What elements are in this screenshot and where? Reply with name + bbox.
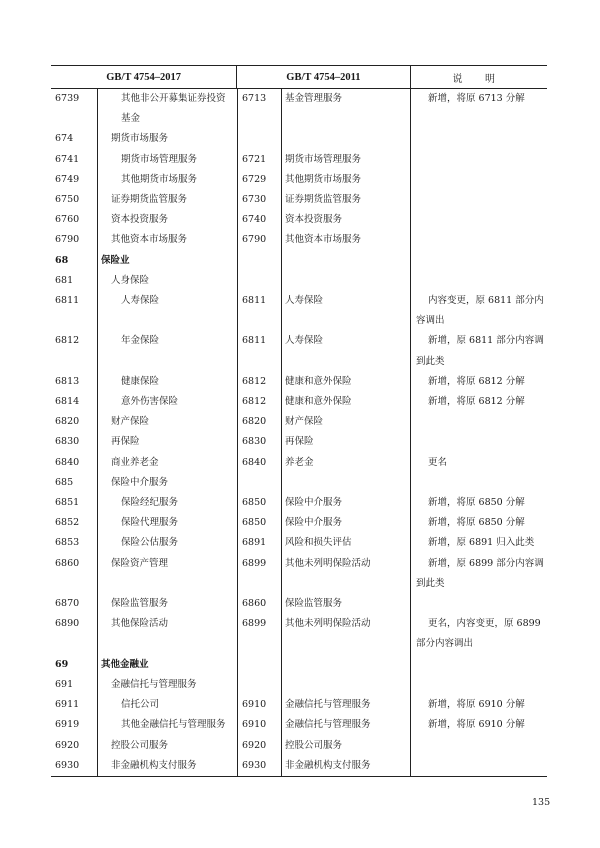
new-code-cell: 6840 — [55, 456, 80, 468]
table-row — [51, 210, 547, 230]
old-code-cell: 6850 — [242, 517, 267, 529]
note-text: 新增，将原 6910 分解 — [428, 699, 525, 711]
old-code-cell — [237, 129, 281, 149]
old-code-cell: 6891 — [242, 537, 267, 549]
note-cell — [410, 251, 547, 271]
new-name-cell: 财产保险 — [111, 416, 150, 428]
note-text: 新增，将原 6713 分解 — [428, 93, 525, 104]
old-name-cell — [281, 129, 410, 149]
table-row — [51, 372, 547, 392]
old-code-cell: 6850 — [242, 497, 267, 509]
new-name-cell: 保险监管服务 — [111, 598, 169, 610]
old-code-cell — [237, 271, 281, 291]
new-code-cell: 6813 — [55, 375, 80, 387]
old-name-cell: 人寿保险 — [285, 335, 324, 347]
new-code-cell: 6812 — [55, 335, 80, 347]
table-row — [51, 331, 547, 371]
old-code-cell — [237, 655, 281, 675]
note-cell — [410, 715, 547, 735]
new-name-cell: 其他保险活动 — [111, 618, 169, 630]
new-name-cell: 人身保险 — [111, 274, 150, 286]
table-header — [51, 65, 547, 89]
old-name-cell: 其他资本市场服务 — [285, 234, 362, 246]
old-code-cell: 6910 — [242, 699, 267, 711]
new-code-cell: 6760 — [55, 214, 80, 226]
new-code-cell: 6920 — [55, 739, 80, 751]
header-gbt-2011: GB/T 4754–2011 — [237, 66, 410, 88]
note-cell — [410, 756, 547, 776]
old-name-cell: 再保险 — [285, 436, 314, 448]
old-code-cell: 6812 — [242, 375, 267, 387]
note-cell — [410, 533, 547, 553]
new-code-cell: 6749 — [55, 173, 80, 185]
old-code-cell: 6840 — [242, 456, 267, 468]
new-name-cell: 再保险 — [111, 436, 140, 448]
table-row — [51, 129, 547, 149]
old-name-cell: 保险中介服务 — [285, 517, 343, 529]
old-name-cell: 期货市场管理服务 — [285, 153, 362, 165]
note-text: 更名 — [428, 456, 448, 468]
note-text: 新增，原 6811 部分内容调到此类 — [416, 335, 544, 367]
note-cell — [410, 170, 547, 190]
old-name-cell — [281, 251, 410, 271]
note-cell — [410, 331, 547, 371]
table-row — [51, 89, 547, 129]
old-code-cell: 6860 — [242, 598, 267, 610]
note-cell — [410, 271, 547, 291]
table-row — [51, 453, 547, 473]
table-row — [51, 513, 547, 533]
new-name-cell: 金融信托与管理服务 — [111, 678, 197, 690]
new-name-cell: 其他期货市场服务 — [121, 173, 198, 185]
note-text: 内容变更，原 6811 部分内容调出 — [416, 295, 544, 327]
note-cell — [410, 513, 547, 533]
note-text: 新增，原 6899 部分内容调到此类 — [416, 557, 544, 589]
new-name-cell: 期货市场服务 — [111, 133, 169, 145]
old-name-cell: 养老金 — [285, 456, 314, 468]
new-code-cell: 6860 — [55, 557, 80, 569]
new-code-cell: 674 — [55, 133, 74, 145]
new-code-cell: 68 — [55, 254, 69, 266]
note-cell — [410, 736, 547, 756]
column-divider — [97, 89, 98, 776]
old-code-cell — [237, 675, 281, 695]
old-name-cell: 财产保险 — [285, 416, 324, 428]
new-code-cell: 6814 — [55, 396, 80, 408]
new-name-cell: 人寿保险 — [121, 295, 160, 307]
old-name-cell: 非金融机构支付服务 — [285, 759, 371, 771]
old-name-cell: 健康和意外保险 — [285, 396, 352, 408]
old-code-cell: 6899 — [242, 557, 267, 569]
old-name-cell: 其他期货市场服务 — [285, 173, 362, 185]
header-notes: 说 明 — [452, 73, 506, 85]
new-name-cell: 控股公司服务 — [111, 739, 169, 751]
comparison-table — [51, 65, 547, 777]
new-name-cell: 保险经纪服务 — [121, 497, 179, 509]
table-row — [51, 695, 547, 715]
new-name-cell: 其他非公开募集证券投资基金 — [121, 93, 226, 125]
old-code-cell: 6930 — [242, 759, 267, 771]
table-row — [51, 715, 547, 735]
old-code-cell: 6740 — [242, 214, 267, 226]
note-text: 新增，将原 6850 分解 — [428, 517, 525, 529]
new-code-cell: 6919 — [55, 719, 80, 731]
note-cell — [410, 432, 547, 452]
table-row — [51, 291, 547, 331]
header-gbt-2017: GB/T 4754–2017 — [51, 66, 237, 88]
old-name-cell: 资本投资服务 — [285, 214, 343, 226]
new-code-cell: 6750 — [55, 194, 80, 206]
new-code-cell: 6739 — [55, 93, 80, 104]
note-cell — [410, 675, 547, 695]
table-row — [51, 675, 547, 695]
table-row — [51, 230, 547, 250]
new-code-cell: 6851 — [55, 497, 80, 509]
note-cell — [410, 190, 547, 210]
table-row — [51, 473, 547, 493]
new-code-cell: 691 — [55, 678, 74, 690]
note-cell — [410, 695, 547, 715]
table-row — [51, 392, 547, 412]
new-name-cell: 保险资产管理 — [111, 557, 169, 569]
new-name-cell: 商业养老金 — [111, 456, 159, 468]
note-cell — [410, 493, 547, 513]
note-cell — [410, 129, 547, 149]
new-code-cell: 6741 — [55, 153, 80, 165]
new-name-cell: 非金融机构支付服务 — [111, 759, 197, 771]
table-row — [51, 756, 547, 776]
note-cell — [410, 230, 547, 250]
old-code-cell: 6811 — [242, 295, 267, 307]
new-code-cell: 6930 — [55, 759, 80, 771]
old-name-cell: 健康和意外保险 — [285, 375, 352, 387]
new-name-cell: 信托公司 — [121, 699, 160, 711]
old-code-cell: 6920 — [242, 739, 267, 751]
table-row — [51, 251, 547, 271]
old-name-cell: 其他未列明保险活动 — [285, 618, 371, 630]
old-name-cell: 保险中介服务 — [285, 497, 343, 509]
new-code-cell: 6852 — [55, 517, 80, 529]
old-code-cell: 6811 — [242, 335, 267, 347]
old-code-cell: 6729 — [242, 173, 267, 185]
old-code-cell: 6790 — [242, 234, 267, 246]
old-code-cell: 6830 — [242, 436, 267, 448]
note-cell — [410, 554, 547, 594]
new-name-cell: 保险代理服务 — [121, 517, 179, 529]
note-cell — [410, 655, 547, 675]
new-name-cell: 其他金融信托与管理服务 — [121, 719, 226, 731]
old-name-cell: 其他未列明保险活动 — [285, 557, 371, 569]
note-text: 新增，将原 6812 分解 — [428, 396, 525, 408]
table-row — [51, 736, 547, 756]
new-name-cell: 期货市场管理服务 — [121, 153, 198, 165]
old-code-cell: 6812 — [242, 396, 267, 408]
table-row — [51, 614, 547, 654]
old-name-cell — [281, 271, 410, 291]
old-name-cell — [281, 473, 410, 493]
note-text: 更名，内容变更，原 6899 部分内容调出 — [416, 618, 541, 650]
new-code-cell: 6830 — [55, 436, 80, 448]
table-row — [51, 190, 547, 210]
old-name-cell: 风险和损失评估 — [285, 537, 352, 549]
new-name-cell: 保险中介服务 — [111, 476, 169, 488]
note-cell — [410, 614, 547, 654]
note-text: 新增，将原 6812 分解 — [428, 375, 525, 387]
table-row — [51, 533, 547, 553]
new-name-cell: 年金保险 — [121, 335, 160, 347]
old-name-cell: 金融信托与管理服务 — [285, 719, 371, 731]
new-name-cell: 证券期货监管服务 — [111, 194, 188, 206]
table-row — [51, 170, 547, 190]
note-cell — [410, 210, 547, 230]
old-code-cell: 6910 — [242, 719, 267, 731]
note-cell — [410, 473, 547, 493]
table-row — [51, 271, 547, 291]
note-cell — [410, 594, 547, 614]
old-name-cell: 控股公司服务 — [285, 739, 343, 751]
old-name-cell: 基金管理服务 — [285, 93, 343, 104]
new-name-cell: 其他资本市场服务 — [111, 234, 188, 246]
table-body — [51, 89, 547, 777]
new-code-cell: 681 — [55, 274, 74, 286]
old-code-cell: 6721 — [242, 153, 267, 165]
note-text: 新增，原 6891 归入此类 — [428, 537, 535, 549]
new-name-cell: 保险公估服务 — [121, 537, 179, 549]
old-name-cell — [281, 675, 410, 695]
new-code-cell: 6911 — [55, 699, 80, 711]
table-row — [51, 412, 547, 432]
old-name-cell: 证券期货监管服务 — [285, 194, 362, 206]
old-name-cell: 金融信托与管理服务 — [285, 699, 371, 711]
old-code-cell: 6899 — [242, 618, 267, 630]
new-code-cell: 6811 — [55, 295, 80, 307]
note-cell — [410, 453, 547, 473]
new-name-cell: 保险业 — [101, 254, 130, 266]
new-code-cell: 685 — [55, 476, 74, 488]
old-name-cell — [281, 655, 410, 675]
new-name-cell: 健康保险 — [121, 375, 160, 387]
new-name-cell: 意外伤害保险 — [121, 396, 179, 408]
new-code-cell: 6870 — [55, 598, 80, 610]
new-code-cell: 6890 — [55, 618, 80, 630]
note-text: 新增，将原 6910 分解 — [428, 719, 525, 731]
old-code-cell — [237, 251, 281, 271]
new-code-cell: 69 — [55, 658, 69, 670]
new-name-cell: 资本投资服务 — [111, 214, 169, 226]
old-name-cell: 人寿保险 — [285, 295, 324, 307]
note-text: 新增，将原 6850 分解 — [428, 497, 525, 509]
note-cell — [410, 291, 547, 331]
note-cell — [410, 392, 547, 412]
old-code-cell: 6820 — [242, 416, 267, 428]
note-cell — [410, 372, 547, 392]
column-divider — [237, 89, 238, 776]
new-name-cell: 其他金融业 — [101, 658, 149, 670]
old-code-cell: 6730 — [242, 194, 267, 206]
new-code-cell: 6820 — [55, 416, 80, 428]
new-code-cell: 6853 — [55, 537, 80, 549]
note-cell — [410, 412, 547, 432]
old-code-cell — [237, 473, 281, 493]
column-divider — [410, 89, 411, 776]
old-name-cell: 保险监管服务 — [285, 598, 343, 610]
table-row — [51, 594, 547, 614]
note-cell — [410, 150, 547, 170]
table-row — [51, 150, 547, 170]
note-cell — [410, 89, 547, 129]
table-row — [51, 493, 547, 513]
old-code-cell: 6713 — [242, 93, 267, 104]
column-divider — [281, 89, 282, 776]
table-row — [51, 655, 547, 675]
page-number: 135 — [532, 797, 551, 808]
new-code-cell: 6790 — [55, 234, 80, 246]
table-row — [51, 554, 547, 594]
table-row — [51, 432, 547, 452]
